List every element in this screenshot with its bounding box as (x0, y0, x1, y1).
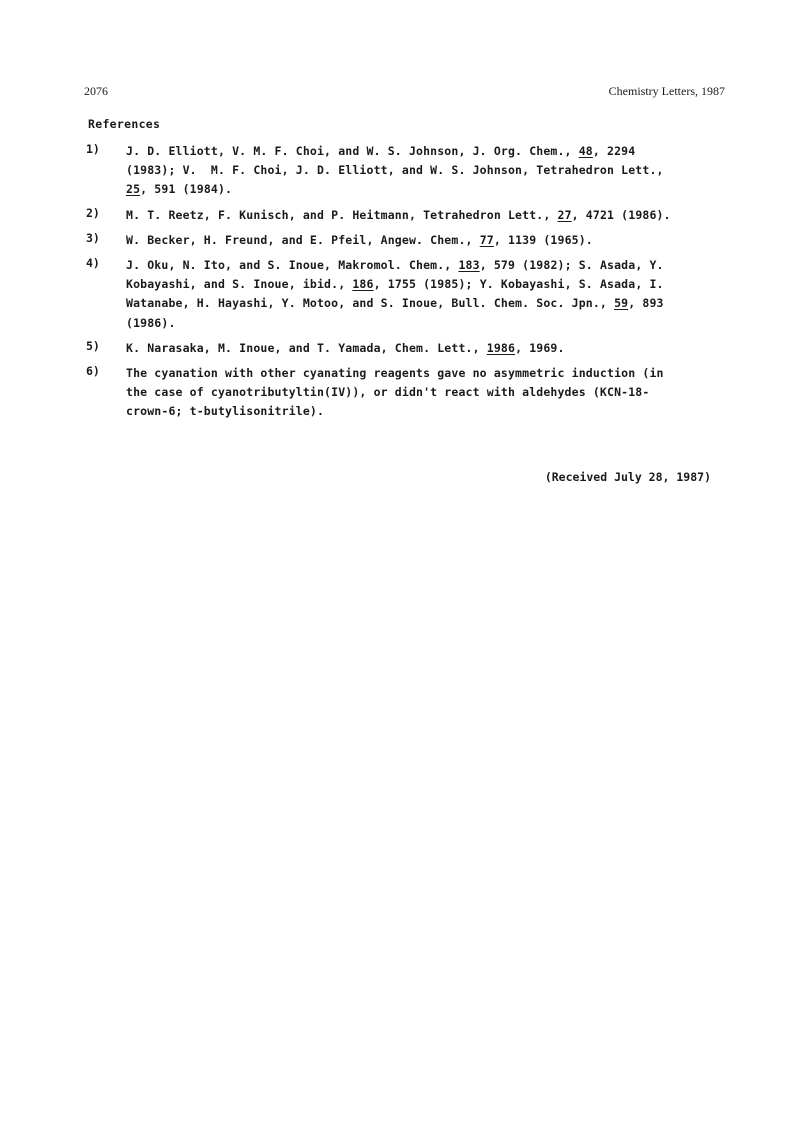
reference-text: , 579 (1982); S. Asada, Y. (479, 257, 664, 272)
reference-text: , 1755 (1985); Y. Kobayashi, S. Asada, I. (373, 277, 664, 292)
reference-item (86, 364, 726, 422)
reference-text: The cyanation with other cyanating reagents gave no asymmetric induction (in (126, 365, 664, 380)
reference-line (126, 402, 726, 421)
running-head (84, 84, 725, 100)
volume-number: 77 (479, 232, 494, 247)
reference-line (126, 180, 726, 199)
reference-text: J. D. Elliott, V. M. F. Choi, and W. S. Johnson, J. Org. Chem., (126, 144, 579, 158)
volume-number: 183 (458, 257, 480, 272)
reference-number: 2) (86, 205, 100, 220)
reference-number: 5) (86, 338, 100, 353)
reference-number: 1) (86, 142, 100, 156)
reference-line (126, 256, 726, 275)
references-heading: References (88, 117, 161, 131)
volume-number: 59 (614, 296, 629, 311)
reference-item (86, 231, 726, 250)
volume-number: 27 (557, 207, 572, 222)
reference-line (126, 275, 726, 294)
volume-number: 25 (126, 182, 141, 197)
reference-text: , 1969. (515, 340, 565, 355)
journal-title: Chemistry Letters, 1987 (608, 84, 725, 98)
reference-line (126, 383, 726, 402)
reference-text: Kobayashi, and S. Inoue, ibid., (126, 277, 353, 292)
reference-text: , 4721 (1986). (571, 207, 671, 222)
reference-text: W. Becker, H. Freund, and E. Pfeil, Angew. Chem., (126, 232, 480, 247)
reference-text: the case of cyanotributyltin(IV)), or didn't react with aldehydes (KCN-18- (126, 385, 650, 400)
reference-text: crown-6; t-butylisonitrile). (126, 404, 325, 419)
volume-number: 48 (578, 144, 593, 158)
reference-item (86, 142, 726, 200)
reference-text: , 893 (628, 296, 664, 311)
reference-line (126, 339, 726, 358)
reference-text: (1983); V. M. F. Choi, J. D. Elliott, and W. S. Johnson, Tetrahedron Lett., (126, 163, 664, 178)
reference-list (86, 142, 726, 427)
page-number: 2076 (84, 84, 108, 98)
reference-item (86, 339, 726, 358)
reference-line (126, 161, 726, 180)
reference-text: , 591 (1984). (140, 182, 233, 197)
volume-number: 1986 (486, 340, 516, 355)
reference-text: , 2294 (592, 144, 636, 158)
reference-line (126, 206, 726, 225)
reference-number: 4) (86, 255, 100, 270)
reference-text: Watanabe, H. Hayashi, Y. Motoo, and S. Inoue, Bull. Chem. Soc. Jpn., (126, 296, 615, 311)
reference-text: (1986). (126, 315, 176, 330)
reference-line (126, 314, 726, 333)
volume-number: 186 (352, 277, 374, 292)
reference-line (126, 142, 726, 161)
reference-number: 6) (86, 363, 100, 378)
received-date: (Received July 28, 1987) (544, 470, 711, 484)
reference-item (86, 206, 726, 225)
reference-item (86, 256, 726, 333)
reference-line (126, 231, 726, 250)
reference-text: J. Oku, N. Ito, and S. Inoue, Makromol. Chem., (126, 257, 459, 272)
reference-line (126, 294, 726, 313)
reference-number: 3) (86, 230, 100, 245)
reference-text: , 1139 (1965). (493, 232, 593, 247)
reference-text: M. T. Reetz, F. Kunisch, and P. Heitmann, Tetrahedron Lett., (126, 207, 558, 222)
reference-text: K. Narasaka, M. Inoue, and T. Yamada, Chem. Lett., (126, 340, 487, 355)
reference-line (126, 364, 726, 383)
